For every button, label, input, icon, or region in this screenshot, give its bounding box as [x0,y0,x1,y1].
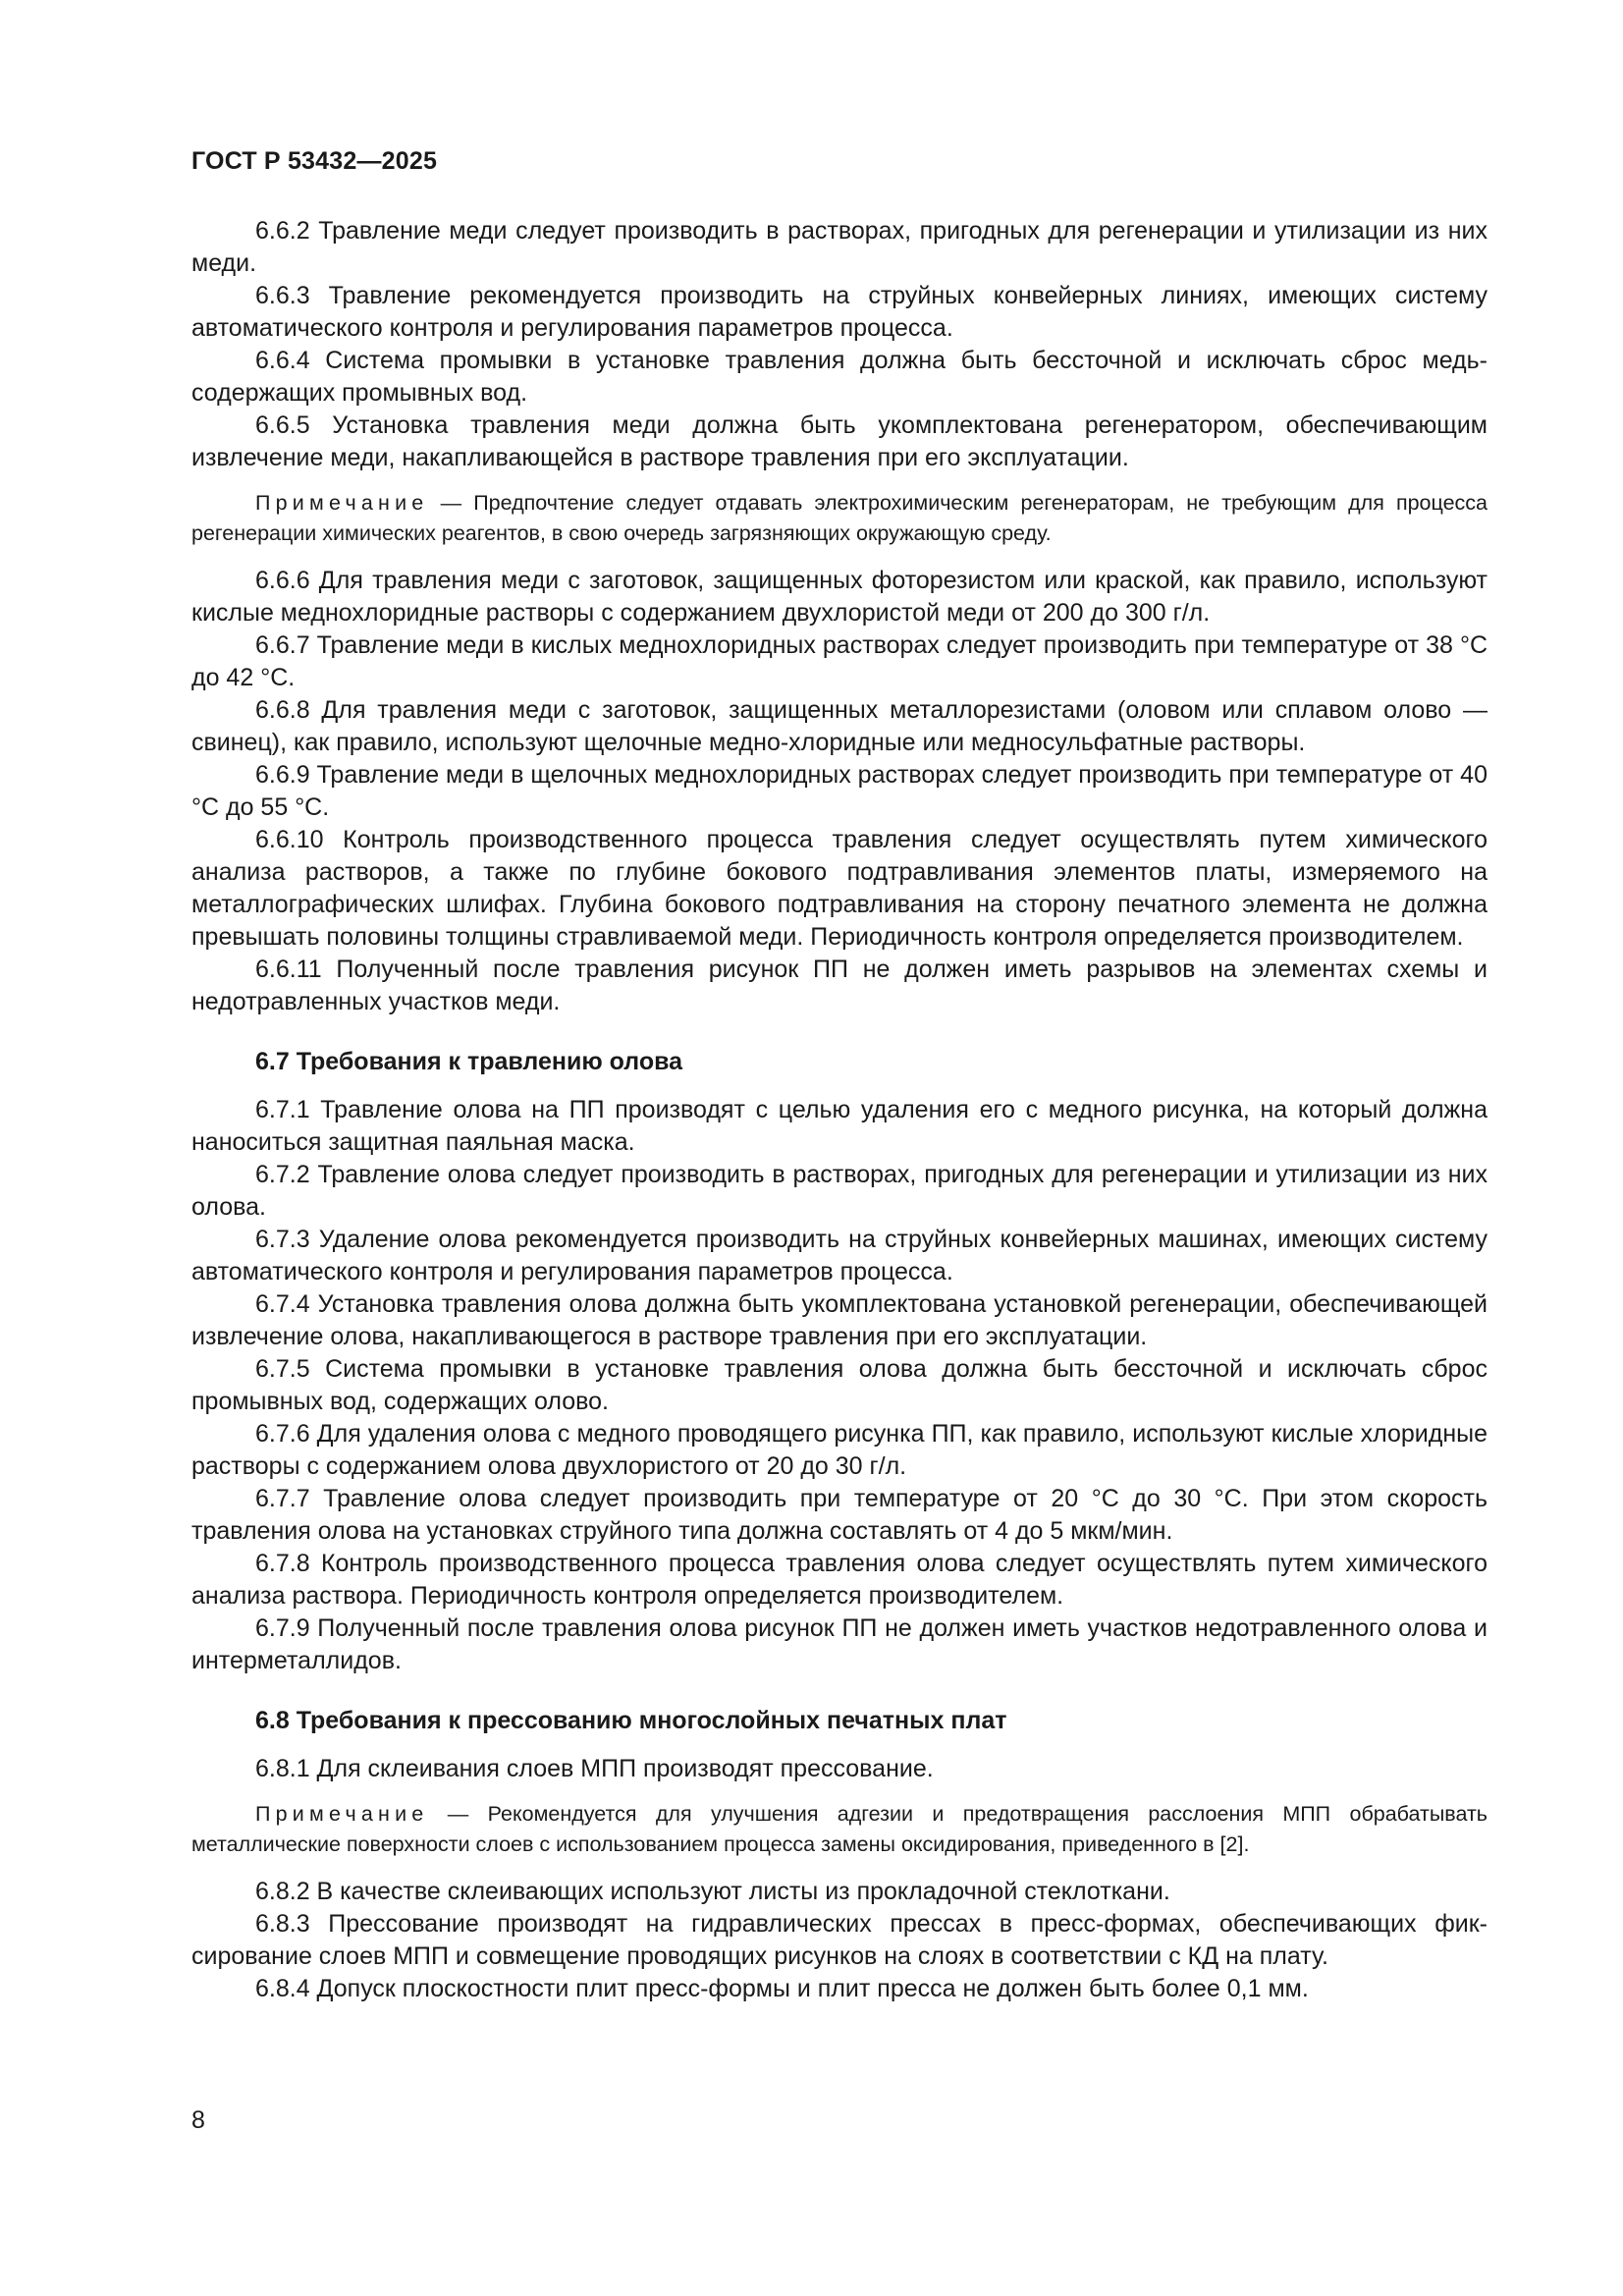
paragraph-6-7-5: 6.7.5 Система промывки в установке травления олова должна быть бессточной и исключать сброс промывных вод, содержащих олово. [191,1355,1488,1415]
block-6-6-6-to-6-6-11 [191,565,1488,1018]
paragraph-6-7-8: 6.7.8 Контроль производственного процесса травления олова следует осуществлять путем химического анализа раствора. Периодичность контроля определяется производителем. [191,1550,1488,1610]
paragraph-6-6-3: 6.6.3 Травление рекомендуется производить на струйных конвейерных линиях, имеющих систему автоматического контроля и регулирования параметров процесса. [191,282,1488,342]
paragraph-6-7-9: 6.7.9 Полученный после травления олова рисунок ПП не должен иметь участков недотравленного олова и интерметаллидов. [191,1614,1488,1674]
paragraph-6-6-2: 6.6.2 Травление меди следует производить в растворах, пригодных для регенерации и утилизации из них меди. [191,217,1488,277]
paragraph-6-6-10: 6.6.10 Контроль производственного процесса травления следует осуществлять путем химического анализа растворов, а также по глубине бокового подтравливания элементов платы, измеряемого на металлографических шлифах. Глубина бокового подтравливания на сторону печатного элемента не должна превышать половины толщины стравливаемой меди. Периодичность контроля определяется производителем. [191,826,1488,951]
section-heading-6-7: 6.7 Требования к травлению олова [255,1048,683,1075]
paragraph-6-8-1: 6.8.1 Для склеивания слоев МПП производят прессование. [255,1755,934,1782]
note-label: Примечание [255,1802,429,1826]
paragraph-6-7-4: 6.7.4 Установка травления олова должна быть укомплектована установкой регенерации, обеспечивающей извлечение олова, накапливающегося в растворе травления при его эксплуатации. [191,1290,1488,1350]
paragraph-6-6-11: 6.6.11 Полученный после травления рисунок ПП не должен иметь разрывов на элементах схемы и недотравленных участков меди. [191,956,1488,1015]
note-text: — Предпочтение следует отдавать электрохимическим регенераторам, не требующим для процесса регенерации химических реагентов, в свою очередь загрязняющих окружающую среду. [191,491,1488,545]
paragraph-6-7-6: 6.7.6 Для удаления олова с медного проводящего рисунка ПП, как правило, используют кислые хлоридные растворы с содержанием олова двухлористого от 20 до 30 г/л. [191,1420,1488,1480]
note-label: Примечание [255,491,429,515]
note-regenerators [191,488,1488,549]
page-number: 8 [191,2106,205,2134]
block-6-6-2-to-6-6-5 [191,215,1488,474]
paragraph-6-6-6: 6.6.6 Для травления меди с заготовок, защищенных фоторезистом или краской, как правило, используют кислые меднохлоридные растворы с содержанием двухлористой меди от 200 до 300 г/л. [191,567,1488,627]
paragraph-6-6-4: 6.6.4 Система промывки в установке травления должна быть бессточной и исключать сброс медьсодержащих промывных вод. [191,347,1488,407]
paragraph-6-7-7: 6.7.7 Травление олова следует производить при температуре от 20 °С до 30 °С. При этом скорость травления олова на установках струйного типа должна составлять от 4 до 5 мкм/мин. [191,1485,1488,1545]
block-6-7 [191,1094,1488,1677]
note-text: — Рекомендуется для улучшения адгезии и предотвращения расслоения МПП обрабатывать металлические поверхности слоев с использованием процесса замены оксидирования, приведенного в [2]. [191,1802,1488,1856]
section-heading-6-8: 6.8 Требования к прессованию многослойных печатных плат [255,1707,1007,1734]
paragraph-6-7-2: 6.7.2 Травление олова следует производить в растворах, пригодных для регенерации и утилизации из них олова. [191,1161,1488,1221]
paragraph-6-6-7: 6.6.7 Травление меди в кислых меднохлоридных растворах следует производить при температуре от 38 °С до 42 °С. [191,631,1488,691]
block-6-8-2-to-6-8-4 [191,1876,1488,2005]
paragraph-6-6-9: 6.6.9 Травление меди в щелочных меднохлоридных растворах следует производить при температуре от 40 °С до 55 °С. [191,761,1488,821]
paragraph-6-7-3: 6.7.3 Удаление олова рекомендуется производить на струйных конвейерных машинах, имеющих систему автоматического контроля и регулирования параметров процесса. [191,1226,1488,1285]
note-adhesion [191,1799,1488,1860]
paragraph-6-8-4: 6.8.4 Допуск плоскостности плит пресс-формы и плит пресса не должен быть более 0,1 мм. [255,1975,1309,2002]
paragraph-6-8-3: 6.8.3 Прессование производят на гидравлических прессах в пресс-формах, обеспечивающих фиксирование слоев МПП и совмещение проводящих рисунков на слоях в соответствии с КД на плату. [191,1910,1488,1970]
paragraph-6-7-1: 6.7.1 Травление олова на ПП производят с целью удаления его с медного рисунка, на который должна наноситься защитная паяльная маска. [191,1096,1488,1156]
document-page [191,147,1488,2005]
paragraph-6-8-2: 6.8.2 В качестве склеивающих используют листы из прокладочной стеклоткани. [255,1878,1170,1905]
paragraph-6-6-8: 6.6.8 Для травления меди с заготовок, защищенных металлорезистами (оловом или сплавом олово — свинец), как правило, используют щелочные медно-хлоридные или медносульфатные растворы. [191,696,1488,756]
paragraph-6-6-5: 6.6.5 Установка травления меди должна быть укомплектована регенератором, обеспечивающим извлечение меди, накапливающейся в растворе травления при его эксплуатации. [191,411,1488,471]
document-header: ГОСТ Р 53432—2025 [191,147,438,175]
block-6-8-1 [191,1753,1488,1785]
